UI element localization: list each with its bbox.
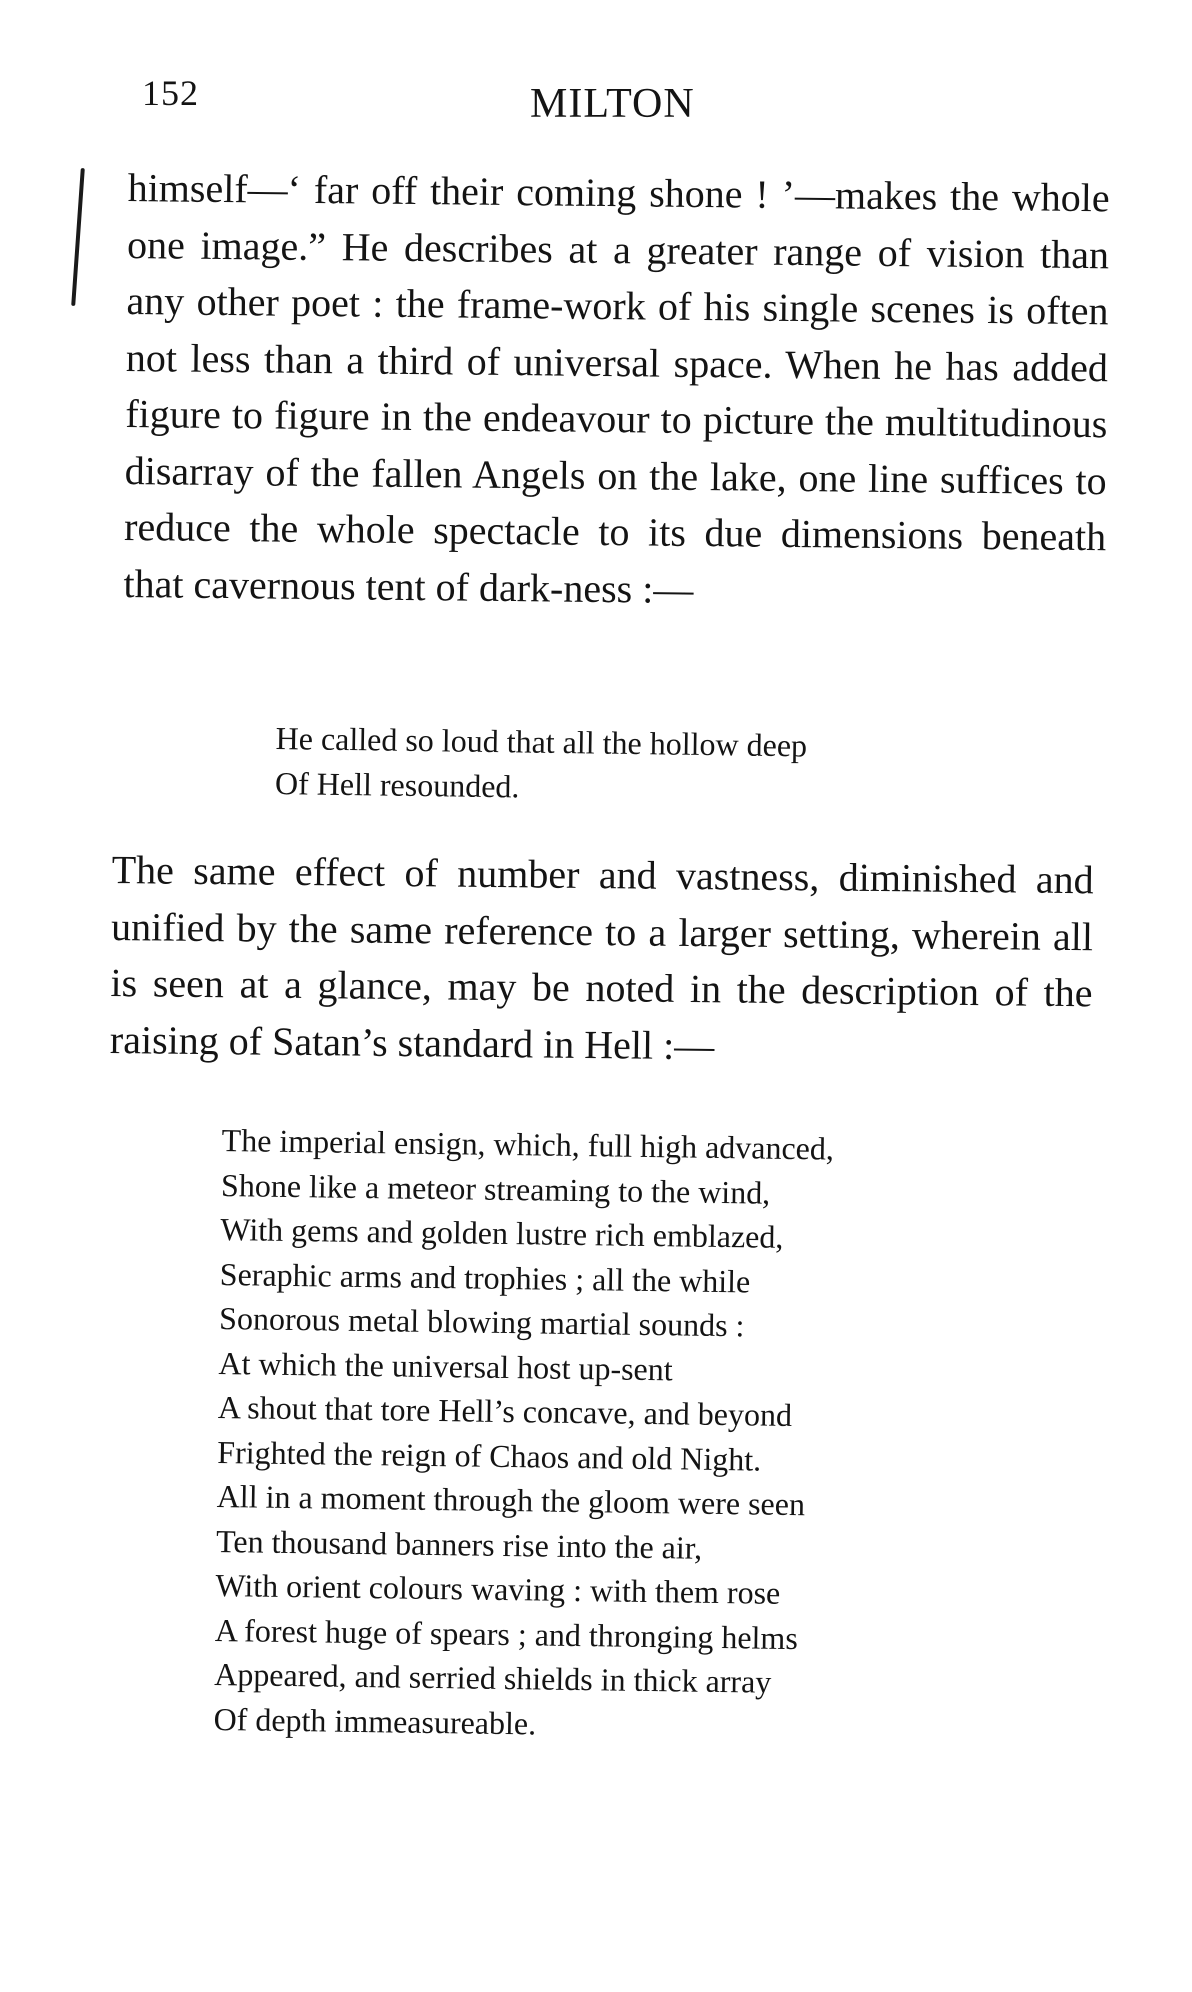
verse-line: Shone like a meteor streaming to the wind, [220,1166,771,1211]
quote-block-1 [275,716,808,812]
page-header [0,72,1192,132]
verse-line: Sonorous metal blowing martial sounds : [218,1299,745,1344]
verse-line: He called so loud that all the hollow deep [275,719,808,764]
verse-line: A forest huge of spears ; and thronging helms [214,1611,799,1656]
verse-line: Frighted the reign of Chaos and old Night. [217,1433,762,1478]
verse-line: Of depth immeasureable. [213,1700,537,1741]
quote-block-2 [213,1118,834,1749]
paragraph-2: The same effect of number and vastness, diminished and unified by the same reference to a larger setting, wherein all is seen at a glance, may be noted in the description of the raising of Satan’s standard in Hell :— [109,846,1094,1068]
verse-line: Of Hell resounded. [274,764,520,804]
verse-line: Appeared, and serried shields in thick array [213,1655,772,1700]
paragraph-1: himself—‘ far off their coming shone ! ’—makes the whole one image.” He describes at a greater range of vision than any other poet : the frame-work of his single scenes is often not less than a third of universal space. When he has added figure to figure in the endeavour to picture the multitudinous disarray of the fallen Angels on the lake, one line suffices to reduce the whole spectacle to its due dimensions beneath that cavernous tent of dark-ness :— [123,164,1110,612]
verse-line: A shout that tore Hell’s concave, and beyond [217,1388,793,1433]
verse-line: All in a moment through the gloom were seen [216,1477,806,1523]
verse-line: The imperial ensign, which, full high advanced, [221,1121,835,1167]
verse-line: With gems and golden lustre rich emblazed, [220,1210,784,1255]
page-number: 152 [142,73,199,113]
margin-pencil-mark [71,168,85,306]
running-title: MILTON [530,81,695,127]
verse-line: Seraphic arms and trophies ; all the while [219,1255,751,1299]
verse-line: At which the universal host up-sent [218,1344,673,1387]
verse-line: With orient colours waving : with them rose [215,1566,781,1611]
verse-line: Ten thousand banners rise into the air, [215,1522,703,1566]
